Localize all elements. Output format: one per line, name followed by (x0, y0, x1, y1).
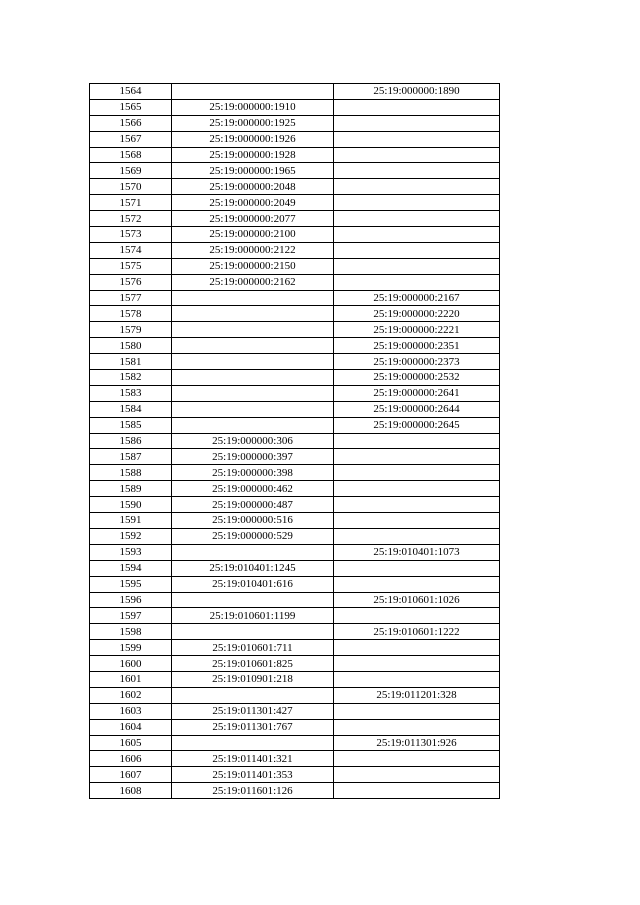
row-number-cell: 1593 (90, 544, 172, 560)
cadastral-number-cell-b: 25:19:000000:1890 (334, 84, 500, 100)
cadastral-number-cell-b (334, 465, 500, 481)
row-number-cell: 1574 (90, 242, 172, 258)
cadastral-number-cell-b (334, 481, 500, 497)
cadastral-number-cell-b: 25:19:000000:2532 (334, 370, 500, 386)
cadastral-number-cell-a (172, 544, 334, 560)
cadastral-number-cell-a: 25:19:000000:1925 (172, 115, 334, 131)
cadastral-number-cell-b (334, 147, 500, 163)
cadastral-number-cell-b (334, 179, 500, 195)
row-number-cell: 1587 (90, 449, 172, 465)
row-number-cell: 1599 (90, 640, 172, 656)
cadastral-number-cell-a: 25:19:011301:767 (172, 719, 334, 735)
cadastral-number-cell-a (172, 354, 334, 370)
row-number-cell: 1581 (90, 354, 172, 370)
row-number-cell: 1584 (90, 401, 172, 417)
cadastral-number-cell-a (172, 322, 334, 338)
row-number-cell: 1591 (90, 513, 172, 529)
cadastral-number-cell-a (172, 401, 334, 417)
cadastral-number-cell-b (334, 671, 500, 687)
cadastral-number-cell-b (334, 115, 500, 131)
table-row (90, 147, 500, 163)
cadastral-number-cell-a: 25:19:000000:2077 (172, 211, 334, 227)
cadastral-number-cell-a: 25:19:000000:2162 (172, 274, 334, 290)
cadastral-number-cell-a: 25:19:000000:398 (172, 465, 334, 481)
cadastral-number-cell-a: 25:19:000000:1928 (172, 147, 334, 163)
row-number-cell: 1577 (90, 290, 172, 306)
cadastral-number-cell-a: 25:19:011301:427 (172, 703, 334, 719)
table-row (90, 322, 500, 338)
cadastral-number-cell-b (334, 497, 500, 513)
row-number-cell: 1597 (90, 608, 172, 624)
cadastral-number-cell-b: 25:19:011301:926 (334, 735, 500, 751)
table-row (90, 640, 500, 656)
cadastral-number-cell-b: 25:19:011201:328 (334, 687, 500, 703)
table-row (90, 242, 500, 258)
cadastral-number-cell-b (334, 767, 500, 783)
cadastral-number-cell-b: 25:19:010601:1222 (334, 624, 500, 640)
cadastral-number-cell-b: 25:19:000000:2167 (334, 290, 500, 306)
row-number-cell: 1573 (90, 227, 172, 243)
row-number-cell: 1605 (90, 735, 172, 751)
table-row (90, 608, 500, 624)
table-row (90, 179, 500, 195)
table-row (90, 528, 500, 544)
cadastral-number-cell-a: 25:19:000000:2048 (172, 179, 334, 195)
cadastral-number-cell-a (172, 624, 334, 640)
table-row (90, 735, 500, 751)
table-row (90, 624, 500, 640)
table-row (90, 306, 500, 322)
row-number-cell: 1586 (90, 433, 172, 449)
cadastral-number-cell-a: 25:19:000000:1965 (172, 163, 334, 179)
cadastral-number-cell-a (172, 338, 334, 354)
cadastral-number-cell-a: 25:19:010601:711 (172, 640, 334, 656)
table-body (90, 84, 500, 799)
cadastral-number-cell-a: 25:19:010401:1245 (172, 560, 334, 576)
cadastral-number-cell-b: 25:19:010401:1073 (334, 544, 500, 560)
row-number-cell: 1585 (90, 417, 172, 433)
cadastral-number-cell-a: 25:19:010901:218 (172, 671, 334, 687)
row-number-cell: 1592 (90, 528, 172, 544)
table-row (90, 481, 500, 497)
row-number-cell: 1602 (90, 687, 172, 703)
row-number-cell: 1572 (90, 211, 172, 227)
cadastral-number-cell-a: 25:19:000000:1926 (172, 131, 334, 147)
table-row (90, 465, 500, 481)
row-number-cell: 1608 (90, 783, 172, 799)
cadastral-number-cell-b (334, 656, 500, 672)
cadastral-number-cell-b (334, 528, 500, 544)
table-row (90, 687, 500, 703)
row-number-cell: 1606 (90, 751, 172, 767)
cadastral-number-cell-b (334, 576, 500, 592)
cadastral-number-cell-a (172, 687, 334, 703)
row-number-cell: 1598 (90, 624, 172, 640)
cadastral-number-cell-a: 25:19:000000:1910 (172, 99, 334, 115)
cadastral-number-cell-b (334, 99, 500, 115)
row-number-cell: 1604 (90, 719, 172, 735)
row-number-cell: 1600 (90, 656, 172, 672)
cadastral-number-cell-b (334, 131, 500, 147)
table-row (90, 99, 500, 115)
cadastral-number-cell-a: 25:19:000000:306 (172, 433, 334, 449)
table-row (90, 370, 500, 386)
table-row (90, 656, 500, 672)
table-row (90, 401, 500, 417)
cadastral-number-cell-a: 25:19:000000:529 (172, 528, 334, 544)
cadastral-number-cell-a: 25:19:000000:397 (172, 449, 334, 465)
cadastral-number-cell-b (334, 513, 500, 529)
cadastral-number-cell-b (334, 211, 500, 227)
cadastral-number-cell-a: 25:19:000000:516 (172, 513, 334, 529)
cadastral-number-cell-a: 25:19:000000:2150 (172, 258, 334, 274)
cadastral-number-cell-b: 25:19:000000:2220 (334, 306, 500, 322)
row-number-cell: 1570 (90, 179, 172, 195)
table-row (90, 576, 500, 592)
table-row (90, 258, 500, 274)
cadastral-number-cell-a: 25:19:011401:353 (172, 767, 334, 783)
cadastral-number-cell-b (334, 703, 500, 719)
row-number-cell: 1580 (90, 338, 172, 354)
cadastral-number-cell-b (334, 449, 500, 465)
cadastral-number-cell-a: 25:19:000000:462 (172, 481, 334, 497)
table-row (90, 115, 500, 131)
table-row (90, 417, 500, 433)
row-number-cell: 1582 (90, 370, 172, 386)
table-row (90, 274, 500, 290)
cadastral-number-cell-a: 25:19:010401:616 (172, 576, 334, 592)
table-row (90, 751, 500, 767)
table-row (90, 592, 500, 608)
table-row (90, 211, 500, 227)
cadastral-number-cell-a: 25:19:000000:2122 (172, 242, 334, 258)
cadastral-number-cell-b: 25:19:000000:2221 (334, 322, 500, 338)
table-row (90, 163, 500, 179)
cadastral-number-cell-a (172, 592, 334, 608)
cadastral-number-cell-a (172, 735, 334, 751)
row-number-cell: 1595 (90, 576, 172, 592)
cadastral-number-cell-b (334, 719, 500, 735)
row-number-cell: 1575 (90, 258, 172, 274)
cadastral-number-cell-a: 25:19:011601:126 (172, 783, 334, 799)
row-number-cell: 1564 (90, 84, 172, 100)
row-number-cell: 1576 (90, 274, 172, 290)
row-number-cell: 1578 (90, 306, 172, 322)
cadastral-number-cell-b (334, 608, 500, 624)
row-number-cell: 1601 (90, 671, 172, 687)
cadastral-number-cell-b (334, 227, 500, 243)
cadastral-number-cell-b (334, 242, 500, 258)
row-number-cell: 1603 (90, 703, 172, 719)
cadastral-number-cell-a: 25:19:000000:2049 (172, 195, 334, 211)
row-number-cell: 1596 (90, 592, 172, 608)
cadastral-number-cell-b (334, 751, 500, 767)
cadastral-number-cell-a: 25:19:011401:321 (172, 751, 334, 767)
table-row (90, 84, 500, 100)
table-row (90, 513, 500, 529)
table-row (90, 671, 500, 687)
cadastral-number-cell-a: 25:19:000000:2100 (172, 227, 334, 243)
row-number-cell: 1589 (90, 481, 172, 497)
table-row (90, 338, 500, 354)
row-number-cell: 1607 (90, 767, 172, 783)
table-row (90, 290, 500, 306)
row-number-cell: 1568 (90, 147, 172, 163)
cadastral-number-cell-b (334, 163, 500, 179)
cadastral-number-cell-b (334, 195, 500, 211)
row-number-cell: 1571 (90, 195, 172, 211)
cadastral-number-cell-b (334, 274, 500, 290)
cadastral-number-cell-a: 25:19:000000:487 (172, 497, 334, 513)
table-row (90, 385, 500, 401)
table-row (90, 544, 500, 560)
cadastral-number-cell-a (172, 370, 334, 386)
cadastral-number-cell-b (334, 783, 500, 799)
cadastral-number-cell-b: 25:19:000000:2373 (334, 354, 500, 370)
cadastral-number-cell-a (172, 290, 334, 306)
cadastral-number-table (89, 83, 500, 799)
row-number-cell: 1594 (90, 560, 172, 576)
cadastral-number-cell-a: 25:19:010601:825 (172, 656, 334, 672)
table-row (90, 783, 500, 799)
table-row (90, 227, 500, 243)
row-number-cell: 1579 (90, 322, 172, 338)
cadastral-number-cell-b: 25:19:000000:2351 (334, 338, 500, 354)
cadastral-number-cell-a (172, 417, 334, 433)
table-row (90, 195, 500, 211)
cadastral-number-cell-a: 25:19:010601:1199 (172, 608, 334, 624)
table-row (90, 354, 500, 370)
cadastral-number-cell-b (334, 258, 500, 274)
cadastral-number-cell-b: 25:19:000000:2641 (334, 385, 500, 401)
cadastral-number-cell-b: 25:19:000000:2644 (334, 401, 500, 417)
cadastral-number-cell-a (172, 385, 334, 401)
row-number-cell: 1583 (90, 385, 172, 401)
table-row (90, 560, 500, 576)
table-row (90, 131, 500, 147)
table-row (90, 767, 500, 783)
row-number-cell: 1588 (90, 465, 172, 481)
table-row (90, 449, 500, 465)
cadastral-number-cell-b (334, 640, 500, 656)
table-row (90, 703, 500, 719)
row-number-cell: 1565 (90, 99, 172, 115)
cadastral-number-cell-a (172, 306, 334, 322)
row-number-cell: 1567 (90, 131, 172, 147)
table-row (90, 719, 500, 735)
cadastral-number-cell-b (334, 560, 500, 576)
table-row (90, 433, 500, 449)
cadastral-number-cell-b: 25:19:010601:1026 (334, 592, 500, 608)
row-number-cell: 1566 (90, 115, 172, 131)
cadastral-number-cell-b (334, 433, 500, 449)
cadastral-number-cell-b: 25:19:000000:2645 (334, 417, 500, 433)
row-number-cell: 1569 (90, 163, 172, 179)
row-number-cell: 1590 (90, 497, 172, 513)
table-row (90, 497, 500, 513)
cadastral-number-cell-a (172, 84, 334, 100)
